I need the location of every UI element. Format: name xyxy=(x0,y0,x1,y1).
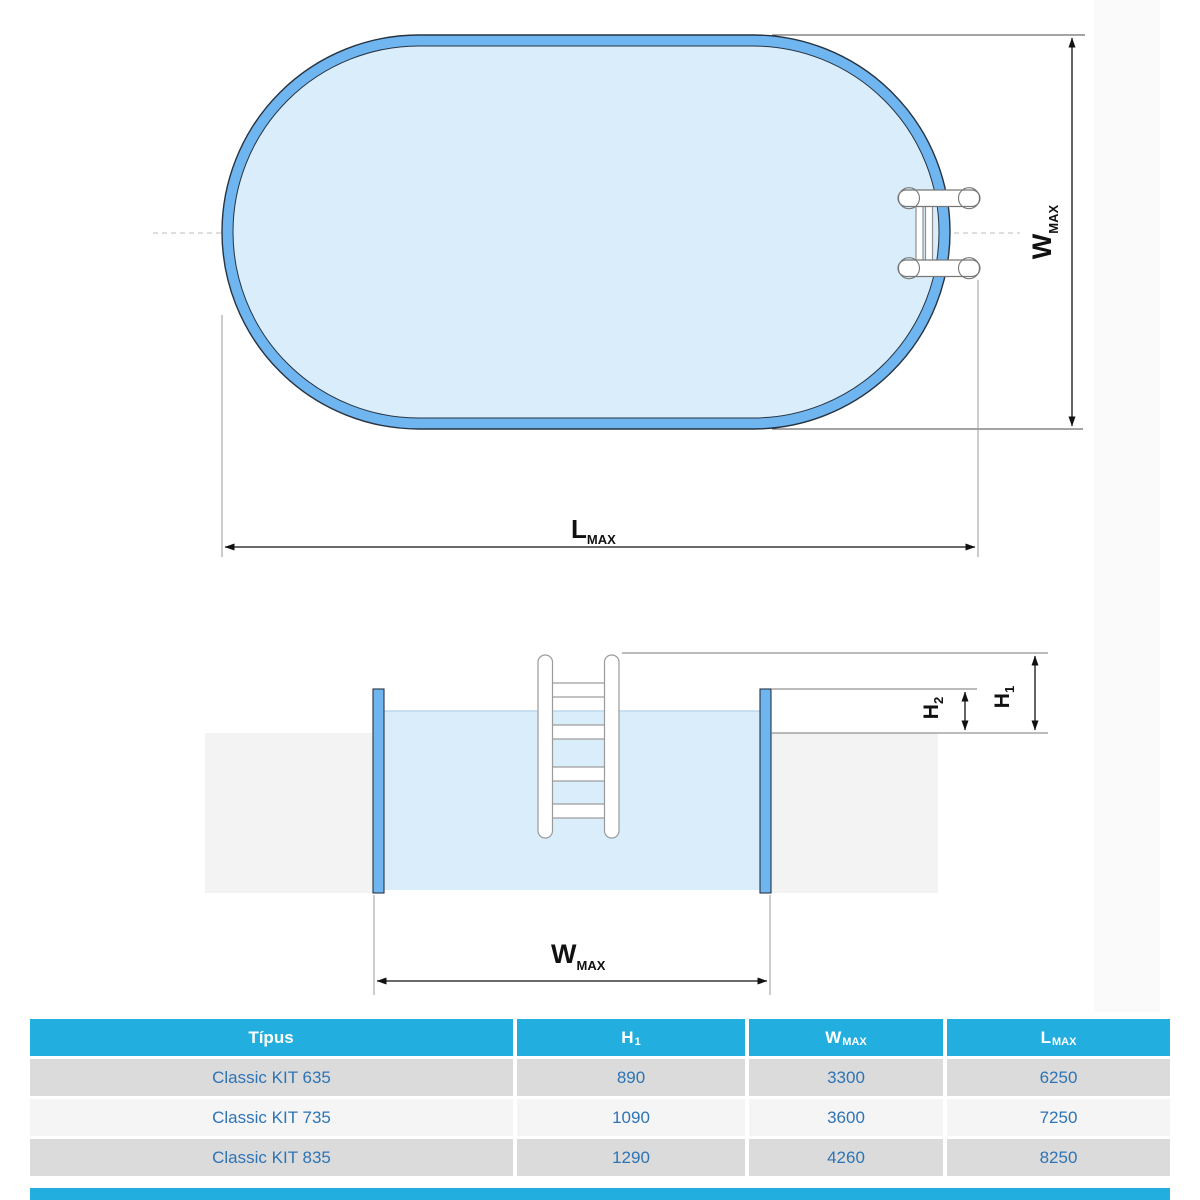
cell-tipus: Classic KIT 835 xyxy=(30,1139,513,1176)
header-text: Típus xyxy=(248,1027,294,1047)
pool-water xyxy=(233,46,939,418)
pool-top-view xyxy=(153,35,1085,557)
lmax-label: $L_{MAX}$ xyxy=(571,514,616,547)
page-edge-band xyxy=(1094,0,1160,1012)
ladder-rail xyxy=(605,655,620,838)
cell-h1: 890 xyxy=(517,1059,745,1096)
partial-next-table-header xyxy=(30,1188,1170,1200)
ladder-handrail xyxy=(898,190,980,207)
ladder-rail xyxy=(926,197,933,269)
pool-wall-right xyxy=(760,689,771,893)
pool-wall-left xyxy=(373,689,384,893)
ladder-rung xyxy=(551,725,606,739)
cell-wmax: 3600 xyxy=(749,1099,943,1136)
cell-h1: 1290 xyxy=(517,1139,745,1176)
ladder-rail xyxy=(916,197,923,269)
cell-tipus: Classic KIT 735 xyxy=(30,1099,513,1136)
col-header-tipus xyxy=(30,1019,513,1056)
ladder-rung xyxy=(551,767,606,781)
ladder-rung xyxy=(551,804,606,818)
pool-section-view xyxy=(205,653,1048,995)
cell-wmax: 4260 xyxy=(749,1139,943,1176)
cell-h1: 1090 xyxy=(517,1099,745,1136)
cell-lmax: 8250 xyxy=(947,1139,1170,1176)
ladder-rung xyxy=(551,683,606,697)
cell-lmax: 7250 xyxy=(947,1099,1170,1136)
ladder-rail xyxy=(538,655,553,838)
header-subscript: MAX xyxy=(1051,1035,1077,1048)
header-text: W xyxy=(825,1027,842,1047)
ladder-handrail xyxy=(898,260,980,277)
col-header-h1 xyxy=(517,1019,745,1056)
h2-label: $H_2$ xyxy=(920,696,946,720)
ground-right xyxy=(771,733,938,893)
wmax-dimension-section xyxy=(374,895,770,995)
cell-lmax: 6250 xyxy=(947,1059,1170,1096)
ground-left xyxy=(205,733,373,893)
h1-label: $H_1$ xyxy=(991,685,1017,709)
cell-wmax: 3300 xyxy=(749,1059,943,1096)
spec-table xyxy=(30,1019,1170,1176)
wmax-label-topview: $W_{MAX}$ xyxy=(1027,204,1061,260)
col-header-wmax xyxy=(749,1019,943,1056)
cell-tipus: Classic KIT 635 xyxy=(30,1059,513,1096)
col-header-lmax xyxy=(947,1019,1170,1056)
header-text: H xyxy=(621,1027,634,1047)
header-text: L xyxy=(1040,1027,1051,1047)
header-subscript: 1 xyxy=(634,1035,641,1048)
header-subscript: MAX xyxy=(842,1035,867,1048)
wmax-label-section: $W_{MAX}$ xyxy=(551,939,606,973)
